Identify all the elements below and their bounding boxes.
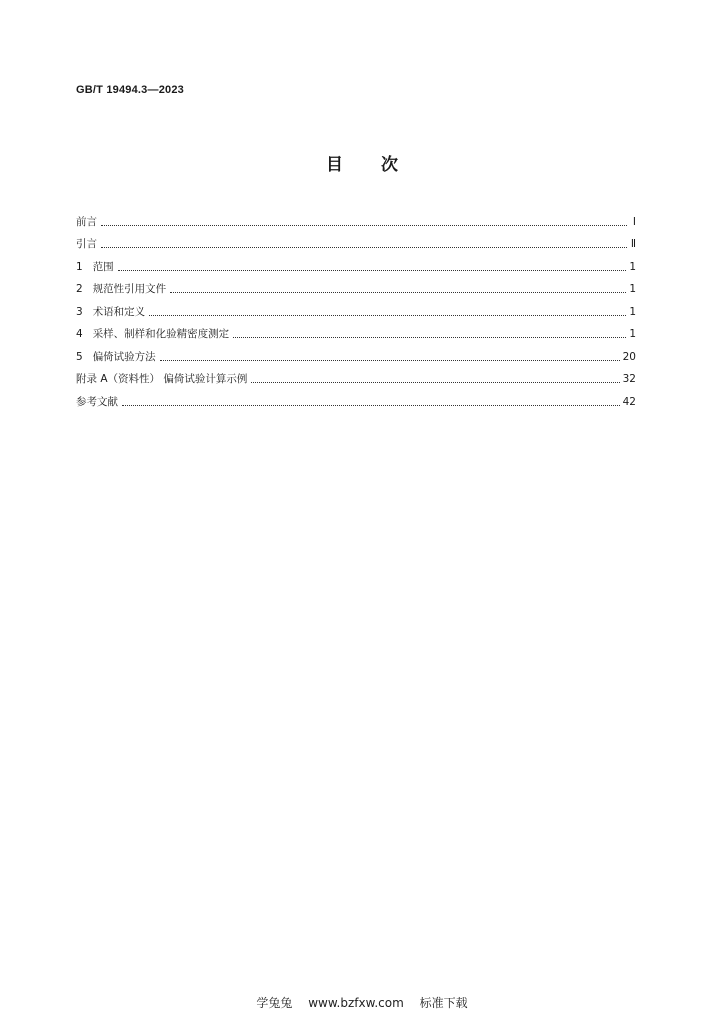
dot-leader [233,336,626,338]
toc-entry-label: 附录 A（资料性） 偏倚试验计算示例 [76,373,248,385]
toc-entry-terms-definitions[interactable] [76,296,636,319]
toc-entry-label: 引言 [76,238,97,250]
toc-page-number: 20 [622,350,636,363]
toc-entry-foreword[interactable] [76,206,636,229]
toc-entry-label: 参考文献 [76,395,118,408]
toc-page-number: 42 [622,395,636,408]
footer-watermark [0,994,724,1011]
dot-leader [160,359,620,361]
toc-entry-bibliography[interactable] [76,386,636,409]
toc-entry-number: 5 [76,350,83,363]
toc-entry-number: 1 [76,260,83,273]
toc-page-number: 1 [629,328,636,340]
footer-site-name: 学兔兔 [256,996,293,1010]
toc-entry-label: 2 规范性引用文件 [76,283,167,295]
toc-entry-number: 2 [76,283,83,295]
toc-entry-label: 4 采样、制样和化验精密度测定 [76,328,230,340]
toc-page-number: 32 [622,373,636,385]
toc-entry-label: 1 范围 [76,260,114,273]
table-of-contents [76,206,636,409]
toc-entry-number: 3 [76,305,83,318]
toc-page-number: 1 [629,260,636,273]
toc-entry-label: 前言 [76,215,97,228]
dot-leader [170,291,626,293]
toc-entry-bias-test[interactable] [76,341,636,364]
dot-leader [101,224,627,226]
toc-entry-annex-a[interactable] [76,364,636,387]
toc-entry-scope[interactable] [76,251,636,274]
dot-leader [251,381,619,383]
footer-url[interactable]: www.bzfxw.com [308,996,404,1010]
toc-page-number: Ⅰ [632,215,636,228]
dot-leader [101,246,627,248]
toc-page-number: 1 [629,305,636,318]
toc-entry-label: 3 术语和定义 [76,305,146,318]
toc-page-number: Ⅱ [630,238,636,250]
toc-entry-normative-references[interactable] [76,274,636,297]
toc-entry-introduction[interactable] [76,229,636,252]
dot-leader [122,404,620,406]
page-title: 目次 [326,155,436,175]
toc-entry-precision[interactable] [76,319,636,342]
toc-page-number: 1 [629,283,636,295]
dot-leader [149,314,626,316]
standard-code: GB/T 19494.3—2023 [76,84,184,96]
toc-entry-label: 5 偏倚试验方法 [76,350,156,363]
dot-leader [118,269,627,271]
footer-tagline: 标准下载 [419,996,468,1010]
toc-entry-number: 4 [76,328,83,340]
